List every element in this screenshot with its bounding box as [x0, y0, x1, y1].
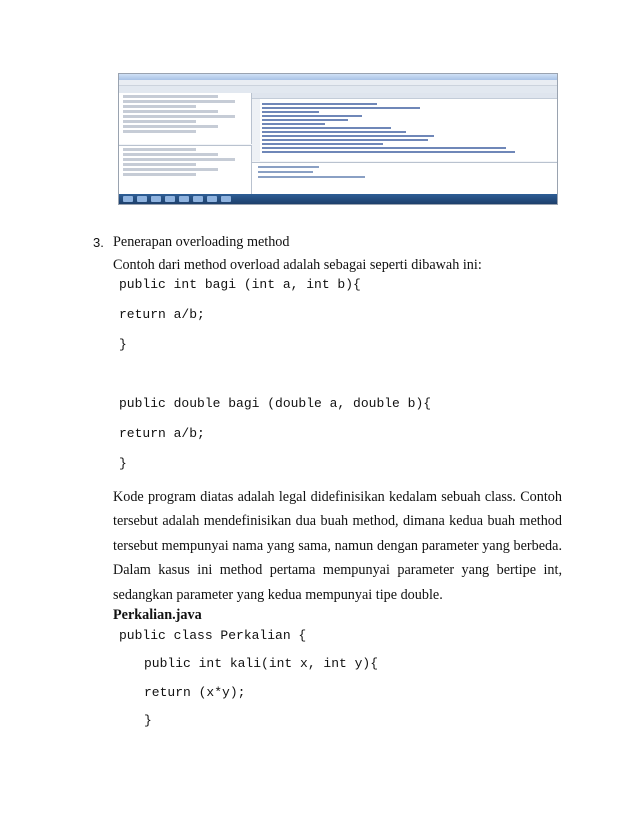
code-line: public class Perkalian {	[119, 628, 307, 643]
ide-editor-panel	[252, 93, 557, 161]
code-line: }	[119, 456, 127, 471]
ide-output-panel	[252, 162, 557, 194]
ide-navigator-panel	[119, 145, 252, 194]
ide-screenshot-image	[118, 73, 558, 205]
code-line: return a/b;	[119, 307, 205, 322]
section-intro: Contoh dari method overload adalah sebagai seperti dibawah ini:	[113, 257, 482, 273]
file-title: Perkalian.java	[113, 607, 202, 623]
section-heading: Penerapan overloading method	[113, 234, 290, 250]
body-paragraph: Kode program diatas adalah legal didefinisikan kedalam sebuah class. Contoh tersebut adalah mendefinisikan dua buah method, dimana kedua buah method tersebut mempunyai nama yang sama, namun dengan parameter yang berbeda. Dalam kasus ini method pertama mempunyai parameter yang bertipe int, sedangkan parameter yang kedua mempunyai tipe double.	[113, 489, 562, 603]
code-line: return (x*y);	[144, 685, 246, 700]
list-number: 3.	[93, 235, 104, 250]
code-line: }	[144, 713, 152, 728]
code-line: return a/b;	[119, 426, 205, 441]
windows-taskbar	[119, 194, 557, 204]
code-line: public double bagi (double a, double b){	[119, 396, 432, 411]
ide-project-panel	[119, 93, 252, 144]
code-line: }	[119, 337, 127, 352]
code-line: public int bagi (int a, int b){	[119, 277, 361, 292]
code-line: public int kali(int x, int y){	[144, 656, 379, 671]
